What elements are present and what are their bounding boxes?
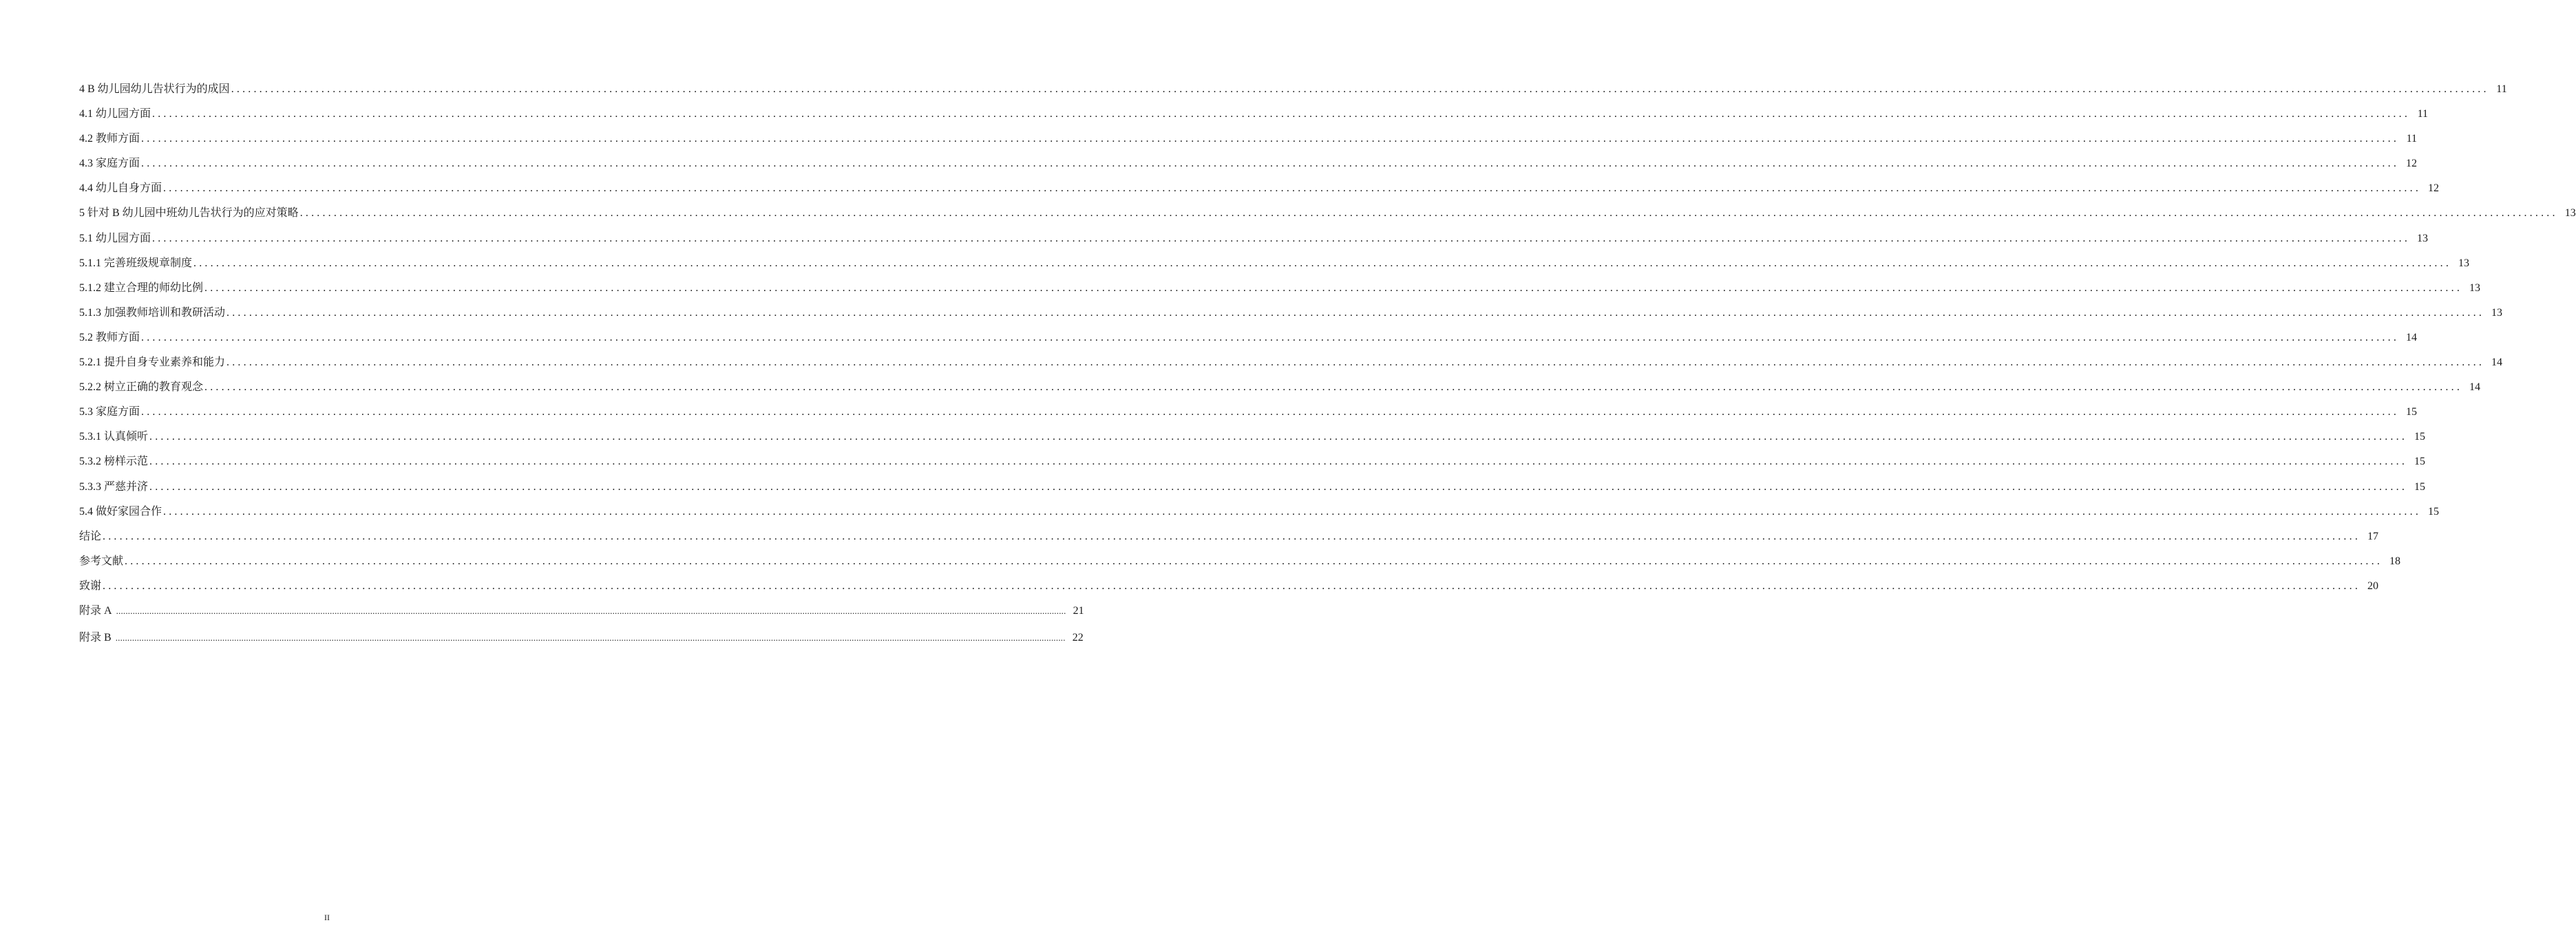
- toc-leader-dots: ................................................................................................................................................................................................................................................................................................................................................................................................................: [141, 406, 2400, 418]
- toc-entry[interactable]: [79, 427, 2426, 452]
- toc-entry-page: 13: [2491, 306, 2503, 319]
- toc-entry[interactable]: [79, 577, 2379, 602]
- toc-entry[interactable]: [79, 452, 2426, 477]
- toc-leader-dots: ................................................................................................................................................................................................................................................................................................................................................................................................................: [141, 133, 2400, 145]
- toc-entry-title: 5.3 家庭方面: [79, 406, 140, 418]
- toc-entry-title: 5.3.3 严慈并济: [79, 480, 149, 493]
- toc-leader-dots: ................................................................................................................................................................................................................................................................................................................................................................................................................: [299, 207, 2558, 220]
- toc-entry[interactable]: [79, 527, 2379, 552]
- toc-entry-page: 21: [1073, 604, 1084, 617]
- toc-leader-dots: ................................................................................................................................................................................................................................................................................................................................................................................................................: [231, 83, 2489, 95]
- toc-leader-dots: ................................................................................................................................................................................................................................................................................................................................................................................................................: [204, 381, 2463, 394]
- toc-leader-dots: ................................................................................................................................................................................................................................................................................................................................................................................................................: [163, 505, 2422, 518]
- toc-entry-title: 4.1 幼儿园方面: [79, 108, 151, 120]
- toc-leader-dots: ................................................................................................................................................................................................................................................................................................................................................................................................................: [149, 480, 2408, 493]
- toc-entry[interactable]: [79, 502, 2440, 527]
- toc-entry-title: 5.1 幼儿园方面: [79, 232, 151, 244]
- toc-entry[interactable]: [79, 552, 2401, 577]
- toc-entry-page: 22: [1072, 631, 1084, 644]
- toc-entry-title: 结论: [79, 530, 102, 542]
- toc-entry-page: 13: [2458, 257, 2470, 269]
- toc-entry-title: 5.3.1 认真倾听: [79, 431, 149, 443]
- toc-entry[interactable]: [79, 229, 2429, 254]
- toc-entry[interactable]: [79, 105, 2429, 129]
- toc-leader-dots: ................................................................................................................................................................................................................................................................................................................................................................................................................: [141, 331, 2400, 343]
- toc-entry-title: 5.1.2 建立合理的师幼比例: [79, 281, 204, 294]
- toc-entry-title: 5.1.1 完善班级规章制度: [79, 257, 193, 269]
- toc-entry[interactable]: [79, 279, 2481, 304]
- toc-entry[interactable]: [79, 328, 2418, 353]
- toc-entry[interactable]: [79, 628, 1084, 655]
- toc-entry-page: 13: [2417, 232, 2429, 244]
- toc-entry-page: 14: [2406, 331, 2418, 343]
- toc-leader-dots: ................................................................................................................................................................................................................................................................................................................................................................................................................: [103, 530, 2361, 542]
- toc-leader-dots: ................................................................................................................................................................................................................................................................................................................................................................................................................: [152, 108, 2411, 120]
- toc-entry-title: 5.4 做好家园合作: [79, 505, 162, 518]
- toc-entry-page: 15: [2428, 505, 2440, 518]
- toc-entry-page: 12: [2406, 158, 2418, 170]
- toc-entry-page: 14: [2469, 381, 2481, 394]
- toc-entry-title: 5.1.3 加强教师培训和教研活动: [79, 306, 226, 319]
- toc-leader-dots: ................................................................................................................................................................................................................................................................................................................................................................................................................: [163, 182, 2422, 195]
- toc-entry[interactable]: [79, 353, 2503, 378]
- toc-entry-page: 15: [2414, 456, 2426, 468]
- toc-entry-page: 15: [2414, 480, 2426, 493]
- toc-leader-dots: ................................................................................................................................................................................................................................................................................................................................................................................................................: [226, 357, 2485, 369]
- toc-entry[interactable]: [79, 80, 2507, 105]
- toc-entry-title: 4.2 教师方面: [79, 133, 140, 145]
- toc-entry-title: 5.2 教师方面: [79, 331, 140, 343]
- toc-entry[interactable]: [79, 304, 2503, 328]
- toc-entry-page: 14: [2491, 357, 2503, 369]
- toc-entry-page: 12: [2428, 182, 2440, 195]
- toc-entry[interactable]: [79, 602, 1084, 628]
- toc-entry-page: 11: [2417, 108, 2429, 120]
- toc-entry-page: 20: [2367, 580, 2379, 592]
- toc-leader-dots: ................................................................................................................................................................................................................................................................................................................................................................................................................: [125, 555, 2383, 567]
- page-number: II: [324, 913, 330, 922]
- toc-entry-title: 4 B 幼儿园幼儿告状行为的成因: [79, 83, 230, 95]
- toc-leader-dots: ................................................................................................................................................................................................................................................................................................................................................................................................................: [116, 605, 1066, 616]
- toc-leader-dots: ................................................................................................................................................................................................................................................................................................................................................................................................................: [152, 232, 2411, 244]
- toc-entry-page: 18: [2389, 555, 2401, 567]
- toc-entry-title: 5.2.2 树立正确的教育观念: [79, 381, 204, 394]
- toc-entry-page: 11: [2496, 83, 2507, 95]
- toc-entry[interactable]: [79, 179, 2440, 204]
- toc-leader-dots: ................................................................................................................................................................................................................................................................................................................................................................................................................: [141, 158, 2400, 170]
- toc-entry[interactable]: [79, 478, 2426, 502]
- toc-leader-dots: ................................................................................................................................................................................................................................................................................................................................................................................................................: [149, 456, 2408, 468]
- toc-entry-title: 附录 A: [79, 604, 112, 617]
- toc-entry[interactable]: [79, 129, 2418, 154]
- toc-leader-dots: ................................................................................................................................................................................................................................................................................................................................................................................................................: [149, 431, 2408, 443]
- toc-entry-page: 13: [2469, 281, 2481, 294]
- toc-entry-title: 5.2.1 提升自身专业素养和能力: [79, 357, 226, 369]
- toc-entry-title: 5.3.2 榜样示范: [79, 456, 149, 468]
- toc-entry[interactable]: [79, 154, 2418, 179]
- toc-entry-page: 13: [2564, 207, 2576, 220]
- toc-entry[interactable]: [79, 204, 2576, 228]
- toc-leader-dots: ................................................................................................................................................................................................................................................................................................................................................................................................................: [204, 281, 2463, 294]
- toc-entry[interactable]: [79, 254, 2470, 279]
- toc-leader-dots: ................................................................................................................................................................................................................................................................................................................................................................................................................: [103, 580, 2361, 592]
- toc-entry-page: 11: [2406, 133, 2418, 145]
- toc-leader-dots: ................................................................................................................................................................................................................................................................................................................................................................................................................: [115, 632, 1066, 643]
- toc-entry-page: 15: [2414, 431, 2426, 443]
- toc-entry-page: 17: [2367, 530, 2379, 542]
- toc-entry-title: 附录 B: [79, 631, 112, 644]
- toc-entry-page: 15: [2406, 406, 2418, 418]
- toc-entry[interactable]: [79, 378, 2481, 403]
- toc-entry-title: 参考文献: [79, 555, 124, 567]
- toc-entry-title: 5 针对 B 幼儿园中班幼儿告状行为的应对策略: [79, 207, 299, 220]
- table-of-contents: [79, 80, 2576, 655]
- toc-entry-title: 4.3 家庭方面: [79, 158, 140, 170]
- toc-entry-title: 4.4 幼儿自身方面: [79, 182, 162, 195]
- toc-entry[interactable]: [79, 403, 2418, 427]
- toc-leader-dots: ................................................................................................................................................................................................................................................................................................................................................................................................................: [226, 306, 2485, 319]
- toc-entry-title: 致谢: [79, 580, 102, 592]
- toc-leader-dots: ................................................................................................................................................................................................................................................................................................................................................................................................................: [193, 257, 2452, 269]
